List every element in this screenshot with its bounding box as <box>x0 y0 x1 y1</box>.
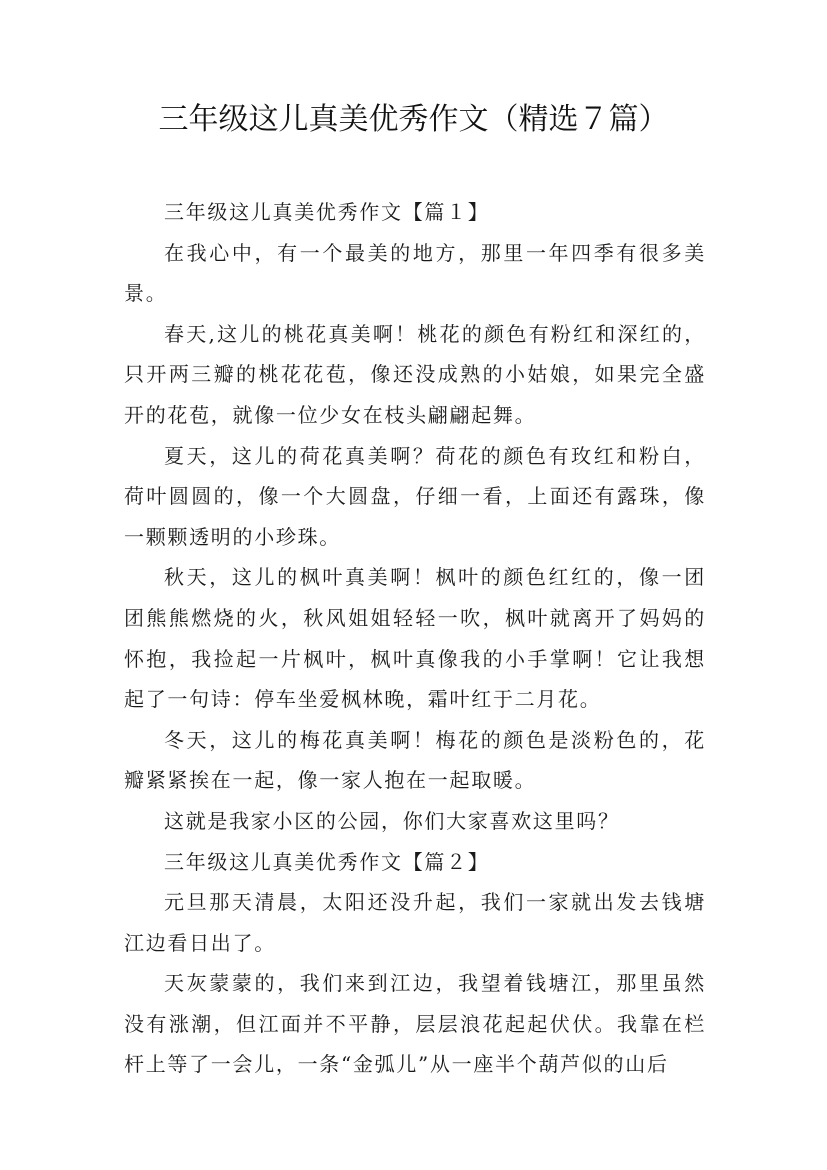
document-title: 三年级这儿真美优秀作文（精选７篇） <box>158 102 669 137</box>
paragraph: 这就是我家小区的公园，你们大家喜欢这里吗？ <box>164 808 620 833</box>
paragraph: 春天,这儿的桃花真美啊！桃花的颜色有粉红和深红的，只开两三瓣的桃花花苞，像还没成熟的小姑娘，如果完全盛开的花苞，就像一位少女在枝头翩翩起舞。 <box>124 321 706 427</box>
section-heading-2: 三年级这儿真美优秀作文【篇２】 <box>164 849 490 874</box>
paragraph: 元旦那天清晨，太阳还没升起，我们一家就出发去钱塘江边看日出了。 <box>124 890 706 955</box>
paragraph: 夏天，这儿的荷花真美啊？荷花的颜色有玫红和粉白，荷叶圆圆的，像一个大圆盘，仔细一看，上面还有露珠，像一颗颗透明的小珍珠。 <box>124 443 706 549</box>
paragraph: 秋天，这儿的枫叶真美啊！枫叶的颜色红红的，像一团团熊熊燃烧的火，秋风姐姐轻轻一吹，枫叶就离开了妈妈的怀抱，我捡起一片枫叶，枫叶真像我的小手掌啊！它让我想起了一句诗：停车坐爱枫林晚，霜叶红于二月花。 <box>124 565 706 712</box>
paragraph: 冬天，这儿的梅花真美啊！梅花的颜色是淡粉色的，花瓣紧紧挨在一起，像一家人抱在一起取暖。 <box>124 727 706 793</box>
document-body <box>124 192 706 1085</box>
section-heading-1: 三年级这儿真美优秀作文【篇１】 <box>164 200 490 224</box>
paragraph: 在我心中，有一个最美的地方，那里一年四季有很多美景。 <box>124 240 706 306</box>
paragraph: 天灰蒙蒙的，我们来到江边，我望着钱塘江，那里虽然没有涨潮，但江面并不平静，层层浪花起起伏伏。我靠在栏杆上等了一会儿，一条“金弧儿”从一座半个葫芦似的山后 <box>124 971 706 1077</box>
